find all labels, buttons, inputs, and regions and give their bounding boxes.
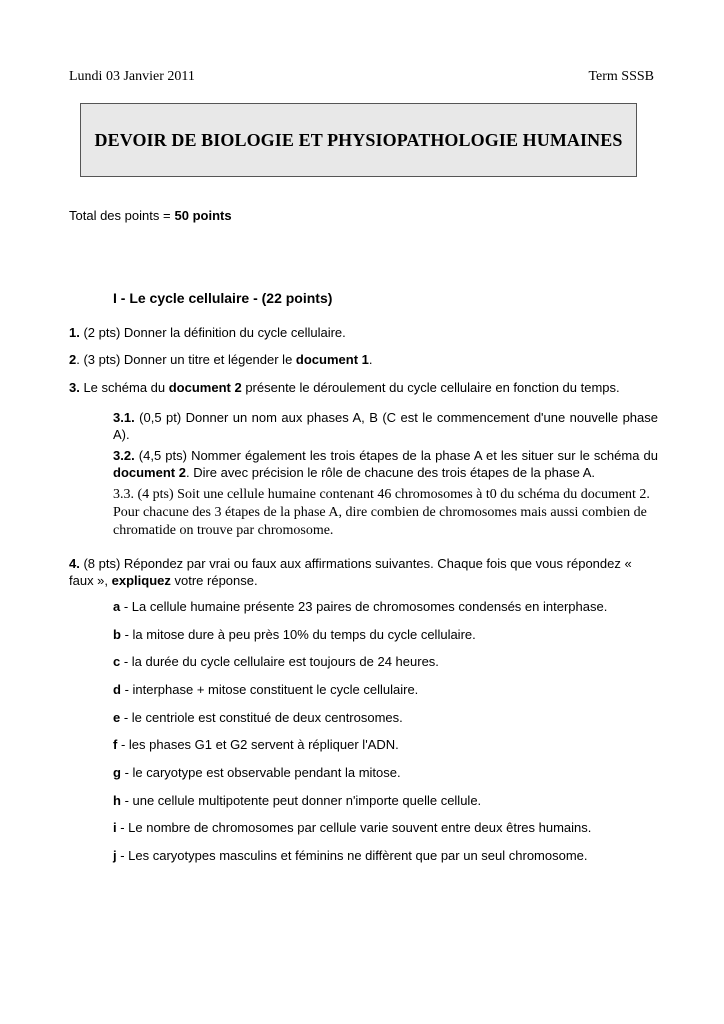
question-number: 2 xyxy=(69,352,77,367)
statement-letter: i xyxy=(113,820,117,835)
statement-letter: c xyxy=(113,654,121,669)
statement-text: - la durée du cycle cellulaire est toujours de 24 heures. xyxy=(120,654,439,669)
statement-a xyxy=(113,598,607,615)
title-box xyxy=(80,103,637,177)
statement-c xyxy=(113,653,439,670)
statement-text: - La cellule humaine présente 23 paires de chromosomes condensés en interphase. xyxy=(120,599,608,614)
document-reference: document 2 xyxy=(113,465,186,480)
total-points xyxy=(69,208,232,223)
statement-letter: f xyxy=(113,737,118,752)
statement-letter: j xyxy=(113,848,117,863)
statement-text: - interphase + mitose constituent le cycle cellulaire. xyxy=(120,682,419,697)
question-3-3: 3.3. (4 pts) Soit une cellule humaine contenant 46 chromosomes à t0 du schéma du document 2. Pour chacune des 3 étapes de la phase A, dire combien de chromosomes mais aussi combien de chromatide on trouve par chromosome. xyxy=(113,487,650,538)
question-3-1 xyxy=(113,409,658,443)
statement-text: - une cellule multipotente peut donner n'importe quelle cellule. xyxy=(120,793,482,808)
total-value: 50 points xyxy=(174,208,232,223)
question-text: Le schéma du xyxy=(79,380,169,395)
question-text: . (3 pts) Donner un titre et légender le xyxy=(76,352,296,367)
statement-j xyxy=(113,847,588,864)
statement-d xyxy=(113,681,418,698)
question-text: (4,5 pts) Nommer également les trois étapes de la phase A et les situer sur le schéma du xyxy=(134,448,658,463)
statement-text: - la mitose dure à peu près 10% du temps du cycle cellulaire. xyxy=(120,627,476,642)
total-label: Total des points = xyxy=(69,208,171,223)
question-text: (0,5 pt) Donner un nom aux phases A, B (C est le commencement d'une nouvelle phase A). xyxy=(113,410,658,442)
question-text: (2 pts) Donner la définition du cycle cellulaire. xyxy=(79,325,346,340)
section-title: I - Le cycle cellulaire - (22 points) xyxy=(113,290,333,306)
statement-e xyxy=(113,709,403,726)
question-4 xyxy=(69,555,659,589)
question-3 xyxy=(69,379,659,396)
question-text: votre réponse. xyxy=(170,573,258,588)
question-text: (8 pts) Répondez par vrai ou faux aux affirmations suivantes. Chaque fois que vous répondez « faux », xyxy=(69,556,632,588)
statement-text: - le centriole est constitué de deux centrosomes. xyxy=(120,710,403,725)
document-title: DEVOIR DE BIOLOGIE ET PHYSIOPATHOLOGIE HUMAINES xyxy=(94,129,623,150)
question-number: 3.2. xyxy=(113,448,135,463)
statement-letter: e xyxy=(113,710,121,725)
question-text: . xyxy=(368,352,373,367)
statement-g xyxy=(113,764,401,781)
statement-h xyxy=(113,792,481,809)
document-reference: document 2 xyxy=(168,380,242,395)
question-number: 4. xyxy=(69,556,80,571)
statement-letter: d xyxy=(113,682,121,697)
statement-text: - Le nombre de chromosomes par cellule varie souvent entre deux êtres humains. xyxy=(116,820,592,835)
statement-text: - Les caryotypes masculins et féminins ne diffèrent que par un seul chromosome. xyxy=(116,848,588,863)
header-date: Lundi 03 Janvier 2011 xyxy=(69,69,195,84)
question-3-2 xyxy=(113,447,658,481)
statement-f xyxy=(113,736,399,753)
header-class: Term SSSB xyxy=(588,69,654,84)
question-1 xyxy=(69,324,659,341)
question-number: 1. xyxy=(69,325,80,340)
statement-letter: a xyxy=(113,599,121,614)
statement-text: - les phases G1 et G2 servent à répliquer l'ADN. xyxy=(117,737,399,752)
question-text: . Dire avec précision le rôle de chacune des trois étapes de la phase A. xyxy=(185,465,595,480)
document-reference: document 1 xyxy=(295,352,369,367)
statement-letter: h xyxy=(113,793,121,808)
statement-letter: b xyxy=(113,627,121,642)
statement-letter: g xyxy=(113,765,121,780)
question-2 xyxy=(69,351,659,368)
statement-b xyxy=(113,626,476,643)
statement-i xyxy=(113,819,591,836)
statement-text: - le caryotype est observable pendant la mitose. xyxy=(120,765,401,780)
emphasis: expliquez xyxy=(111,573,171,588)
question-number: 3. xyxy=(69,380,80,395)
question-text: présente le déroulement du cycle cellulaire en fonction du temps. xyxy=(241,380,620,395)
question-number: 3.1. xyxy=(113,410,135,425)
